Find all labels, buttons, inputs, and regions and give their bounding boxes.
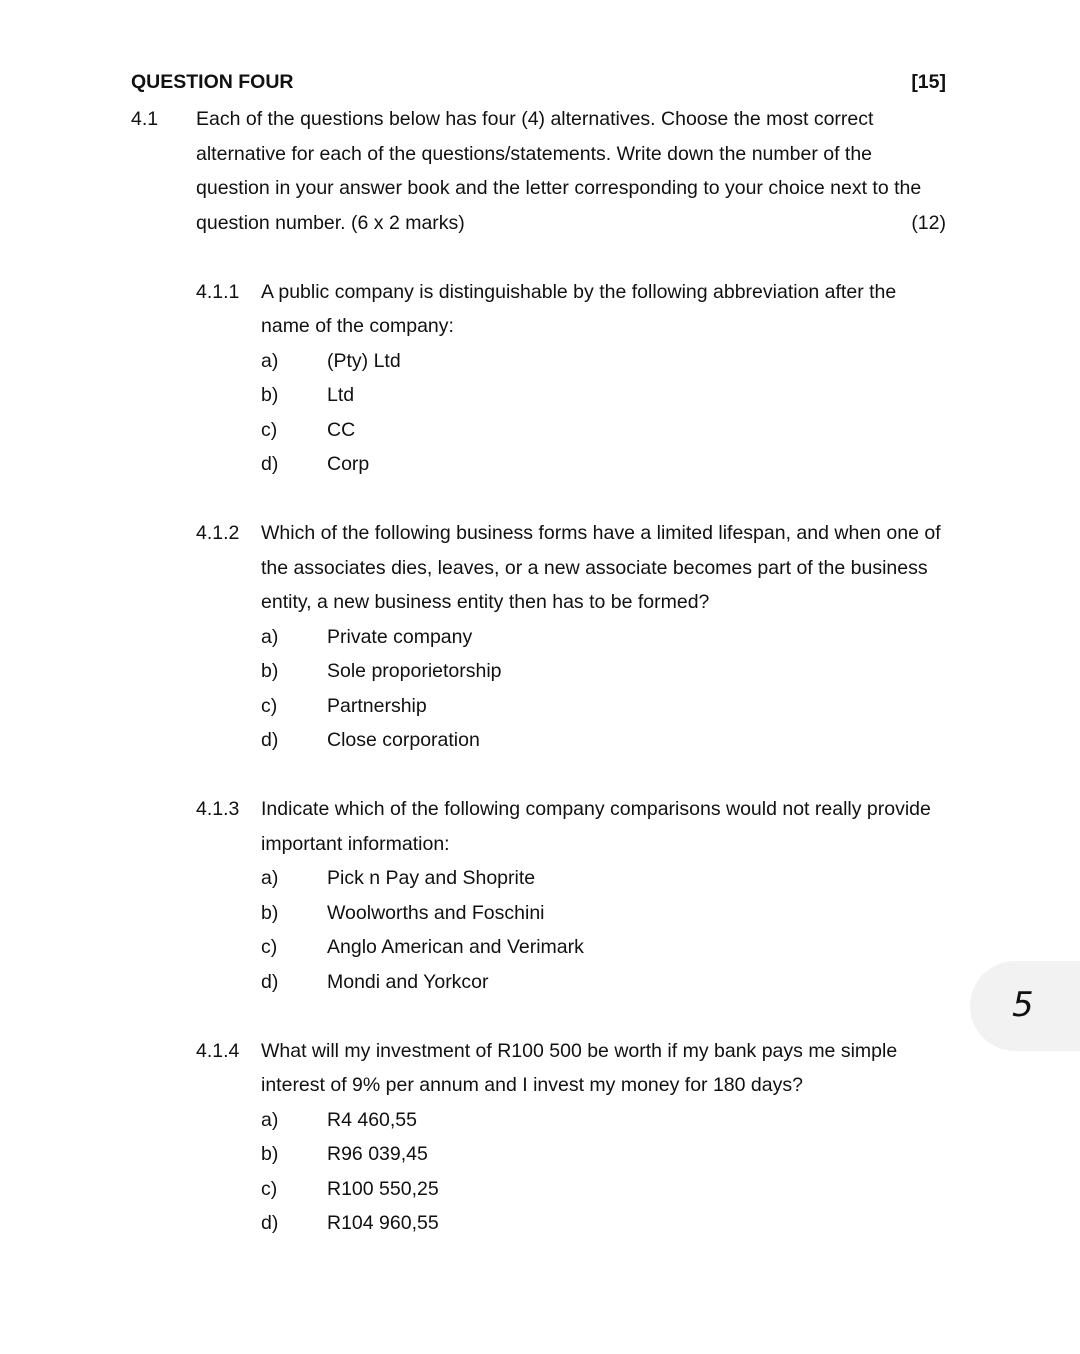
option-a: [261, 1103, 946, 1138]
option-letter: d): [261, 453, 279, 475]
option-letter: b): [261, 384, 279, 406]
option-text: R104 960,55: [327, 1212, 439, 1234]
option-letter: d): [261, 1212, 279, 1234]
option-d: [261, 965, 946, 1000]
option-b: [261, 654, 946, 689]
option-text: Sole proporietorship: [327, 660, 502, 682]
options-list: [261, 620, 946, 758]
option-text: CC: [327, 418, 356, 441]
question-text: A public company is distinguishable by the following abbreviation after the name of the company:: [261, 280, 897, 337]
option-text: R100 550,25: [327, 1177, 439, 1200]
option-letter: a): [261, 867, 279, 889]
option-b: [261, 378, 946, 413]
option-letter: c): [261, 1177, 278, 1200]
page-side-tab[interactable]: [970, 961, 1080, 1051]
question-4-1-4: [196, 1034, 946, 1241]
option-c: [261, 930, 946, 965]
question-number: 4.1.4: [196, 1039, 240, 1062]
option-text: Partnership: [327, 694, 427, 717]
option-letter: d): [261, 970, 279, 993]
exam-page: [131, 68, 946, 1241]
option-text: Corp: [327, 453, 370, 475]
option-text: Ltd: [327, 384, 355, 406]
option-d: [261, 447, 946, 482]
question-title: QUESTION FOUR: [131, 71, 294, 93]
option-a: [261, 861, 946, 896]
option-d: [261, 1206, 946, 1241]
option-c: [261, 413, 946, 448]
question-4-1-1: [196, 275, 946, 482]
options-list: [261, 861, 946, 999]
option-text: R96 039,45: [327, 1143, 428, 1165]
option-letter: c): [261, 418, 278, 441]
option-d: [261, 723, 946, 758]
question-total-marks: [15]: [911, 71, 946, 93]
option-text: R4 460,55: [327, 1108, 417, 1131]
intro-instructions: [131, 102, 946, 240]
intro-number: 4.1: [131, 108, 159, 130]
intro-text-block: [196, 102, 946, 240]
option-text: Mondi and Yorkcor: [327, 970, 489, 993]
option-a: [261, 344, 946, 379]
question-4-1-3: [196, 792, 946, 999]
options-list: [261, 1103, 946, 1241]
option-text: Close corporation: [327, 729, 480, 751]
option-b: [261, 1137, 946, 1172]
option-letter: c): [261, 694, 278, 717]
page-number-label: 5: [1012, 985, 1034, 1025]
option-letter: a): [261, 625, 279, 648]
option-text: Anglo American and Verimark: [327, 936, 584, 958]
question-text: What will my investment of R100 500 be worth if my bank pays me simple interest of 9% per annum and I invest my money for 180 days?: [261, 1039, 898, 1096]
option-b: [261, 896, 946, 931]
option-text: (Pty) Ltd: [327, 349, 401, 372]
intro-marks: (12): [911, 211, 946, 234]
option-c: [261, 689, 946, 724]
option-letter: a): [261, 1108, 279, 1131]
question-text: Which of the following business forms have a limited lifespan, and when one of the associates dies, leaves, or a new associate becomes part of the business entity, a new business entity then has to be formed?: [261, 522, 941, 613]
option-a: [261, 620, 946, 655]
option-text: Private company: [327, 625, 473, 648]
option-letter: b): [261, 1143, 279, 1165]
option-text: Pick n Pay and Shoprite: [327, 867, 536, 889]
question-text: Indicate which of the following company comparisons would not really provide important information:: [261, 798, 931, 855]
option-c: [261, 1172, 946, 1207]
question-number: 4.1.1: [196, 280, 240, 303]
intro-text: Each of the questions below has four (4) alternatives. Choose the most correct alternative for each of the questions/statements. Write down the number of the question in your answer book and the letter corresponding to your choice next to the: [196, 108, 922, 199]
option-letter: b): [261, 901, 279, 924]
option-text: Woolworths and Foschini: [327, 901, 545, 924]
option-letter: c): [261, 936, 278, 958]
intro-last-line: [196, 206, 946, 241]
option-letter: a): [261, 349, 279, 372]
intro-last-line-text: question number. (6 x 2 marks): [196, 211, 465, 234]
question-number: 4.1.3: [196, 798, 240, 820]
question-4-1-2: [196, 516, 946, 758]
option-letter: b): [261, 660, 279, 682]
option-letter: d): [261, 729, 279, 751]
question-header: [131, 68, 946, 96]
options-list: [261, 344, 946, 482]
question-number: 4.1.2: [196, 522, 240, 544]
